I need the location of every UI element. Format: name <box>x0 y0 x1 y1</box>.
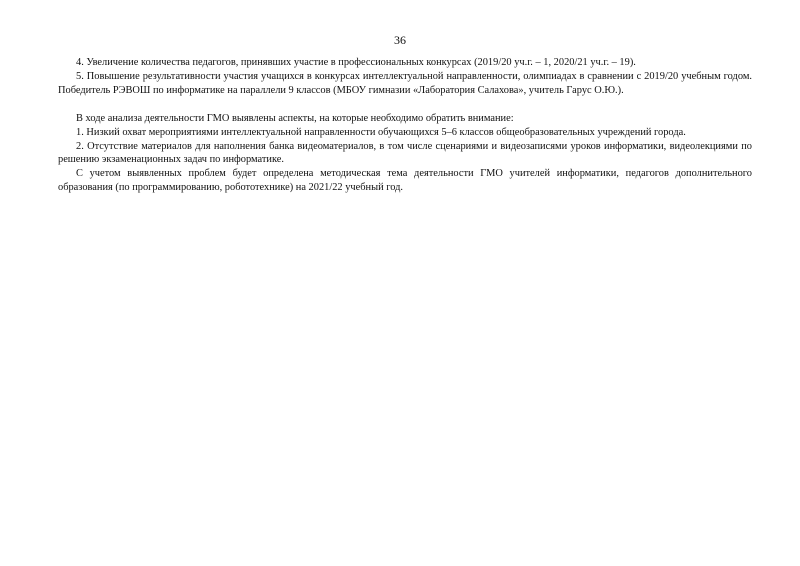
paragraph-issue-1: 1. Низкий охват мероприятиями интеллектуальной направленности обучающихся 5–6 классов общеобразовательных учреждений города. <box>76 126 686 138</box>
document-body <box>58 56 752 195</box>
paragraph-item-5: 5. Повышение результативности участия учащихся в конкурсах интеллектуальной направленности, олимпиадах в сравнении с 2019/20 учебным годом. Победитель РЭВОШ по информатике на параллели 9 классов (МБОУ гимназии «Лаборатория Салахова», учитель Гарус О.Ю.). <box>58 70 752 96</box>
paragraph-issue-2: 2. Отсутствие материалов для наполнения банка видеоматериалов, в том числе сценариями и видеозаписями уроков информатики, видеолекциями по решению экзаменационных задач по информатике. <box>58 140 752 166</box>
paragraph-analysis-intro: В ходе анализа деятельности ГМО выявлены аспекты, на которые необходимо обратить внимание: <box>76 112 514 124</box>
paragraph-item-4: 4. Увеличение количества педагогов, принявших участие в профессиональных конкурсах (2019/20 уч.г. – 1, 2020/21 уч.г. – 19). <box>76 57 636 68</box>
page-number: 36 <box>394 33 406 47</box>
paragraph-conclusion: С учетом выявленных проблем будет определена методическая тема деятельности ГМО учителей информатики, педагогов дополнительного образования (по программированию, робототехнике) на 2021/22 учебный год. <box>58 168 752 194</box>
